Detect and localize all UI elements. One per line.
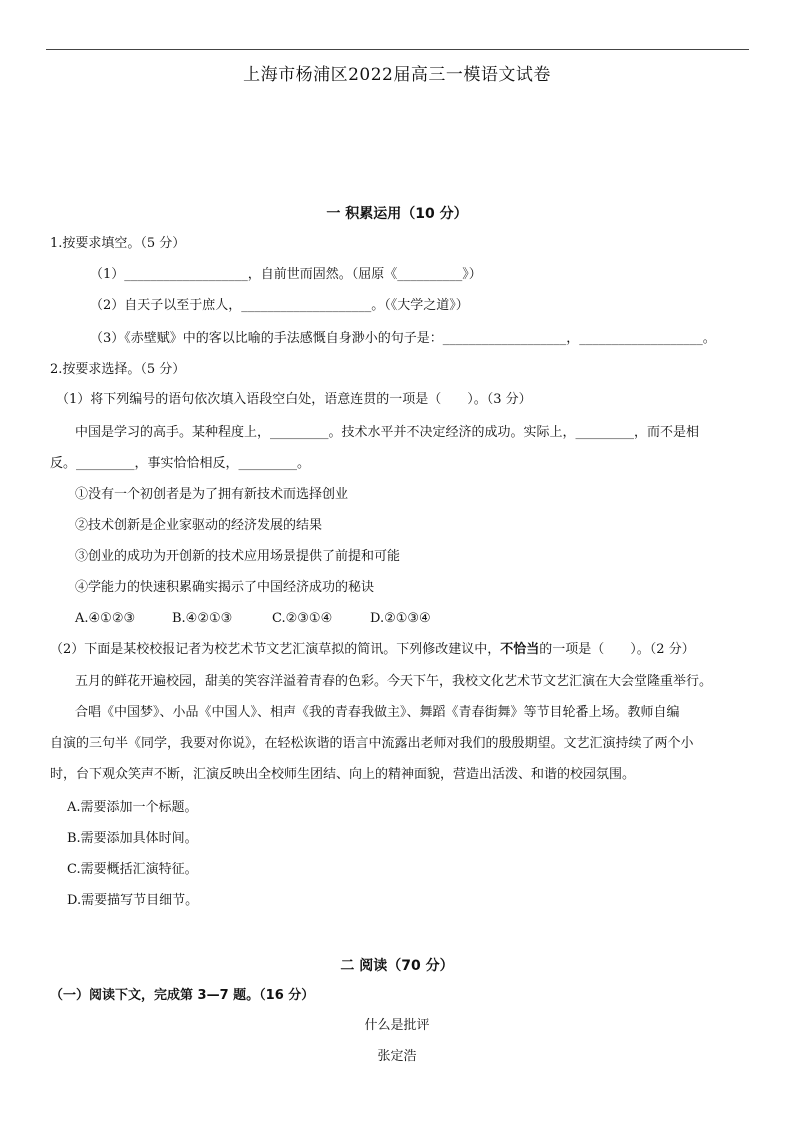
sentence-2: ②技术创新是企业家驱动的经济发展的结果 xyxy=(75,518,323,533)
question-2-stem: 2.按要求选择。（5 分） xyxy=(50,362,186,377)
passage-line: 反。_________，事实恰恰相反，_________。 xyxy=(50,456,311,471)
option-c: C.需要概括汇演特征。 xyxy=(67,862,198,877)
question-1-stem: 1.按要求填空。（5 分） xyxy=(50,236,186,251)
sentence-3: ③创业的成功为开创新的技术应用场景提供了前提和可能 xyxy=(75,549,401,564)
header-rule xyxy=(46,49,749,50)
question-1-item-2: （2）自天子以至于庶人，____________________。（《大学之道》） xyxy=(90,298,469,313)
article-title: 什么是批评 xyxy=(364,1018,430,1033)
article-author: 张定浩 xyxy=(377,1049,417,1064)
stem-emphasis: 不恰当 xyxy=(500,642,540,657)
option-d: D.需要描写节目细节。 xyxy=(67,893,199,908)
passage-line: 中国是学习的高手。某种程度上，_________。技术水平并不决定经济的成功。实际上，_________，而不是相 xyxy=(75,425,700,440)
option-a: A.需要添加一个标题。 xyxy=(67,800,198,815)
option-d: D.②①③④ xyxy=(370,611,431,626)
stem-text: （2）下面是某校校报记者为校艺术节文艺汇演草拟的简讯。下列修改建议中， xyxy=(50,642,501,657)
passage-line: 自演的三句半《同学，我要对你说》，在轻松诙谐的语言中流露出老师对我们的殷殷期望。文艺汇演持续了两个小 xyxy=(50,736,694,751)
option-a: A.④①②③ xyxy=(75,611,136,626)
reading-subsection-heading: （一）阅读下文，完成第 3—7 题。（16 分） xyxy=(50,988,315,1003)
passage-line: 时，台下观众笑声不断，汇演反映出全校师生团结、向上的精神面貌，营造出活泼、和谐的校园氛围。 xyxy=(50,767,636,782)
question-1-item-1: （1）___________________，自前世而固然。（屈原《__________》） xyxy=(90,267,482,282)
option-b: B.④②①③ xyxy=(172,611,233,626)
passage-line: 合唱《中国梦》、小品《中国人》、相声《我的青春我做主》、舞蹈《青春街舞》等节目轮番上场。教师自编 xyxy=(75,705,680,720)
passage-line: 五月的鲜花开遍校园，甜美的笑容洋溢着青春的色彩。今天下午，我校文化艺术节文艺汇演在大会堂隆重举行。 xyxy=(75,674,713,689)
section-2-heading: 二 阅读（70 分） xyxy=(340,958,454,974)
option-b: B.需要添加具体时间。 xyxy=(67,831,198,846)
page-title: 上海市杨浦区2022届高三一模语文试卷 xyxy=(243,65,551,85)
option-c: C.②③①④ xyxy=(272,611,333,626)
question-1-item-3: （3）《赤壁赋》中的客以比喻的手法感慨自身渺小的句子是：___________________，___________________。 xyxy=(90,331,716,346)
question-2-part-2-stem xyxy=(50,641,695,659)
section-1-heading: 一 积累运用（10 分） xyxy=(326,206,468,222)
sentence-4: ④学能力的快速积累确实揭示了中国经济成功的秘诀 xyxy=(75,580,375,595)
sentence-1: ①没有一个初创者是为了拥有新技术而选择创业 xyxy=(75,487,349,502)
stem-text: 的一项是（ ）。（2 分） xyxy=(539,642,695,657)
question-2-part-1-stem: （1）将下列编号的语句依次填入语段空白处，语意连贯的一项是（ ）。（3 分） xyxy=(56,392,532,407)
